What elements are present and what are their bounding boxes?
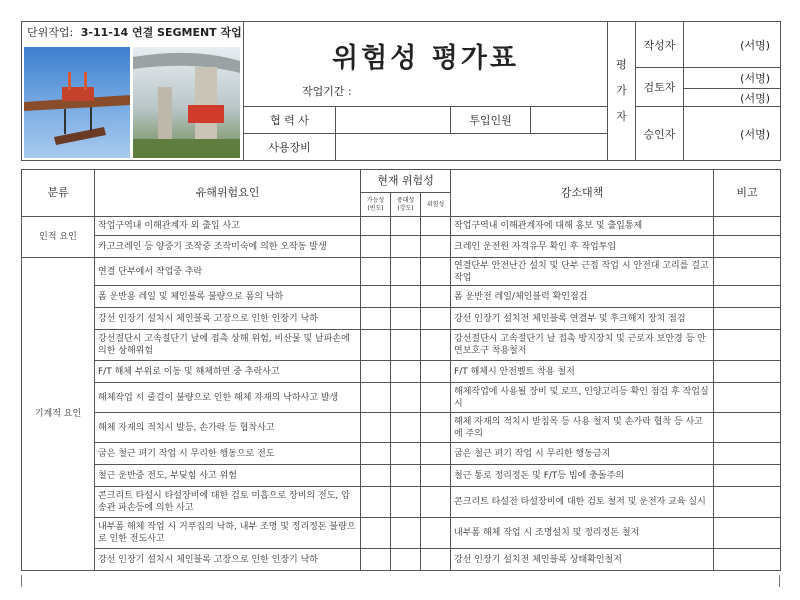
hazard-cell: 폼 운반용 레일 및 체인블록 불량으로 폼의 낙하 bbox=[95, 286, 361, 308]
hazard-cell: 연결 단부에서 작업중 추락 bbox=[95, 258, 361, 286]
note-cell bbox=[714, 286, 781, 308]
severity-cell bbox=[391, 258, 421, 286]
hazard-cell: 철근 운반중 전도, 부딪힘 사고 위험 bbox=[95, 465, 361, 487]
approver-sign: (서명) bbox=[684, 107, 781, 161]
table-row bbox=[22, 487, 781, 518]
measure-cell: 강선 인장기 설치전 체인블록 상태확인철저 bbox=[451, 549, 714, 571]
note-cell bbox=[714, 217, 781, 236]
crop-mark-left bbox=[21, 575, 22, 587]
measure-cell: 내부폼 해체 작업 시 조명설치 및 정리정돈 철저 bbox=[451, 518, 714, 549]
likelihood-cell bbox=[361, 487, 391, 518]
hazard-cell: 콘크리트 타설시 타설장비에 대한 검토 미흡으로 장비의 전도, 압송관 파손등에 의한 사고 bbox=[95, 487, 361, 518]
hazard-cell: 강선 인장기 설치시 체인블록 고장으로 인한 인장기 낙하 bbox=[95, 549, 361, 571]
note-cell bbox=[714, 413, 781, 443]
measure-cell: 굽은 철근 펴기 작업 시 무리한 행동금지 bbox=[451, 443, 714, 465]
table-row bbox=[22, 443, 781, 465]
severity-cell bbox=[391, 361, 421, 383]
severity-cell bbox=[391, 217, 421, 236]
header-table bbox=[21, 21, 781, 161]
reviewer-sign-1: (서명) bbox=[684, 68, 781, 89]
table-row bbox=[22, 236, 781, 258]
severity-cell bbox=[391, 549, 421, 571]
job-label: 단위작업: bbox=[27, 26, 74, 39]
table-row bbox=[22, 465, 781, 487]
likelihood-cell bbox=[361, 361, 391, 383]
hazard-cell: 내부폼 해체 작업 시 거푸집의 낙하, 내부 조명 및 정리정돈 불량으로 인한 전도사고 bbox=[95, 518, 361, 549]
risk-cell bbox=[421, 518, 451, 549]
crop-mark-right bbox=[779, 575, 780, 587]
title-cell bbox=[244, 22, 608, 107]
job-photo-cell bbox=[22, 22, 244, 161]
likelihood-cell bbox=[361, 286, 391, 308]
hazard-cell: 해체 자재의 적치시 발등, 손가락 등 협착사고 bbox=[95, 413, 361, 443]
reviewer-sign-2: (서명) bbox=[684, 89, 781, 107]
note-cell bbox=[714, 383, 781, 413]
note-cell bbox=[714, 549, 781, 571]
severity-cell bbox=[391, 330, 421, 361]
bridge-photo-1 bbox=[24, 47, 130, 158]
note-cell bbox=[714, 258, 781, 286]
hazard-cell: 굽은 철근 펴기 작업 시 무리한 행동으로 전도 bbox=[95, 443, 361, 465]
hazard-cell: 강선 인장기 설치시 체인블록 고장으로 인한 인장기 낙하 bbox=[95, 308, 361, 330]
author-sign: (서명) bbox=[684, 22, 781, 68]
reviewer-label: 검토자 bbox=[636, 68, 684, 107]
severity-cell bbox=[391, 413, 421, 443]
evaluator-text: 평가자 bbox=[616, 58, 627, 123]
table-row bbox=[22, 217, 781, 236]
hazard-cell: 해체작업 시 줄걸이 불량으로 인한 해체 자재의 낙하사고 발생 bbox=[95, 383, 361, 413]
measure-cell: 크레인 운전원 자격유무 확인 후 작업투입 bbox=[451, 236, 714, 258]
hazard-cell: 작업구역내 이해관계자 외 출입 사고 bbox=[95, 217, 361, 236]
equipment-value bbox=[336, 134, 608, 161]
table-row bbox=[22, 413, 781, 443]
table-row bbox=[22, 286, 781, 308]
col-current-risk: 현재 위험성 bbox=[361, 170, 451, 193]
likelihood-cell bbox=[361, 258, 391, 286]
table-row bbox=[22, 383, 781, 413]
note-cell bbox=[714, 330, 781, 361]
measure-cell: 해체 자재의 적치시 받침목 등 사용 철저 및 손가락 협착 등 사고에 주의 bbox=[451, 413, 714, 443]
likelihood-cell bbox=[361, 518, 391, 549]
note-cell bbox=[714, 487, 781, 518]
severity-cell bbox=[391, 286, 421, 308]
risk-cell bbox=[421, 413, 451, 443]
bridge-photo-2 bbox=[133, 47, 240, 158]
col-measure: 감소대책 bbox=[451, 170, 714, 217]
risk-cell bbox=[421, 236, 451, 258]
measure-cell: 강선절단시 고속절단기 날 접촉 방지장치 및 근로자 보안경 등 안면보호구 착용철저 bbox=[451, 330, 714, 361]
risk-table-body bbox=[22, 217, 781, 571]
table-row bbox=[22, 518, 781, 549]
table-row bbox=[22, 308, 781, 330]
measure-cell: 콘크리트 타설전 타설장비에 대한 검토 철저 및 운전자 교육 실시 bbox=[451, 487, 714, 518]
col-risk: 위험성 bbox=[421, 193, 451, 217]
risk-cell bbox=[421, 286, 451, 308]
document-title: 위험성 평가표 bbox=[332, 43, 519, 74]
risk-cell bbox=[421, 361, 451, 383]
approver-label: 승인자 bbox=[636, 107, 684, 161]
likelihood-cell bbox=[361, 549, 391, 571]
col-category: 분류 bbox=[22, 170, 95, 217]
note-cell bbox=[714, 443, 781, 465]
risk-cell bbox=[421, 465, 451, 487]
likelihood-cell bbox=[361, 236, 391, 258]
measure-cell: 작업구역내 이해관계자에 대해 홍보 및 출입통제 bbox=[451, 217, 714, 236]
severity-cell bbox=[391, 443, 421, 465]
risk-cell bbox=[421, 383, 451, 413]
severity-cell bbox=[391, 383, 421, 413]
hazard-cell: F/T 해체 부위로 이동 및 해체하면 중 추락사고 bbox=[95, 361, 361, 383]
table-row bbox=[22, 330, 781, 361]
measure-cell: 강선 인장기 설치전 체인블록 연결부 및 후크해지 장치 점검 bbox=[451, 308, 714, 330]
severity-cell bbox=[391, 518, 421, 549]
measure-cell: 연결단부 안전난간 설치 및 단부 근접 작업 시 안전대 고리를 걸고 작업 bbox=[451, 258, 714, 286]
likelihood-cell bbox=[361, 465, 391, 487]
measure-cell: F/T 해체시 안전벨트 착용 철저 bbox=[451, 361, 714, 383]
table-row bbox=[22, 361, 781, 383]
severity-cell bbox=[391, 465, 421, 487]
risk-cell bbox=[421, 549, 451, 571]
measure-cell: 해체작업에 사용될 장비 및 로프, 인양고리등 확인 점검 후 작업실시 bbox=[451, 383, 714, 413]
table-row bbox=[22, 549, 781, 571]
note-cell bbox=[714, 361, 781, 383]
category-cell: 기계적 요인 bbox=[22, 258, 95, 571]
partner-value bbox=[336, 107, 451, 134]
staff-value bbox=[531, 107, 608, 134]
col-hazard: 유해위험요인 bbox=[95, 170, 361, 217]
note-cell bbox=[714, 308, 781, 330]
likelihood-cell bbox=[361, 217, 391, 236]
likelihood-cell bbox=[361, 308, 391, 330]
likelihood-cell bbox=[361, 413, 391, 443]
likelihood-cell bbox=[361, 443, 391, 465]
severity-cell bbox=[391, 487, 421, 518]
job-label-row bbox=[22, 22, 243, 43]
risk-cell bbox=[421, 487, 451, 518]
risk-cell bbox=[421, 308, 451, 330]
risk-cell bbox=[421, 258, 451, 286]
note-cell bbox=[714, 518, 781, 549]
col-note: 비고 bbox=[714, 170, 781, 217]
risk-cell bbox=[421, 443, 451, 465]
hazard-cell: 강선절단시 고속절단기 날에 접촉 상해 위험, 비산물 및 날파손에 의한 상해위험 bbox=[95, 330, 361, 361]
partner-label: 협 력 사 bbox=[244, 107, 336, 134]
severity-cell bbox=[391, 236, 421, 258]
risk-cell bbox=[421, 330, 451, 361]
equipment-label: 사용장비 bbox=[244, 134, 336, 161]
severity-cell bbox=[391, 308, 421, 330]
likelihood-cell bbox=[361, 383, 391, 413]
category-cell: 인적 요인 bbox=[22, 217, 95, 258]
col-severity: 중대성 (강도) bbox=[391, 193, 421, 217]
evaluator-label bbox=[608, 22, 636, 161]
risk-table bbox=[21, 169, 781, 571]
author-label: 작성자 bbox=[636, 22, 684, 68]
table-row bbox=[22, 258, 781, 286]
note-cell bbox=[714, 465, 781, 487]
risk-cell bbox=[421, 217, 451, 236]
likelihood-cell bbox=[361, 330, 391, 361]
measure-cell: 철근 통로 정리정돈 및 F/T등 빔에 충돌주의 bbox=[451, 465, 714, 487]
col-likelihood: 가능성 (빈도) bbox=[361, 193, 391, 217]
work-period-label: 작업기간 : bbox=[302, 85, 352, 98]
measure-cell: 폼 운반전 레일/체인블럭 확인점검 bbox=[451, 286, 714, 308]
job-value: 3-11-14 연결 SEGMENT 작업 bbox=[80, 26, 242, 39]
staff-label: 투입인원 bbox=[451, 107, 531, 134]
note-cell bbox=[714, 236, 781, 258]
hazard-cell: 카고크레인 등 양중기 조작중 조작미숙에 의한 오작동 발생 bbox=[95, 236, 361, 258]
